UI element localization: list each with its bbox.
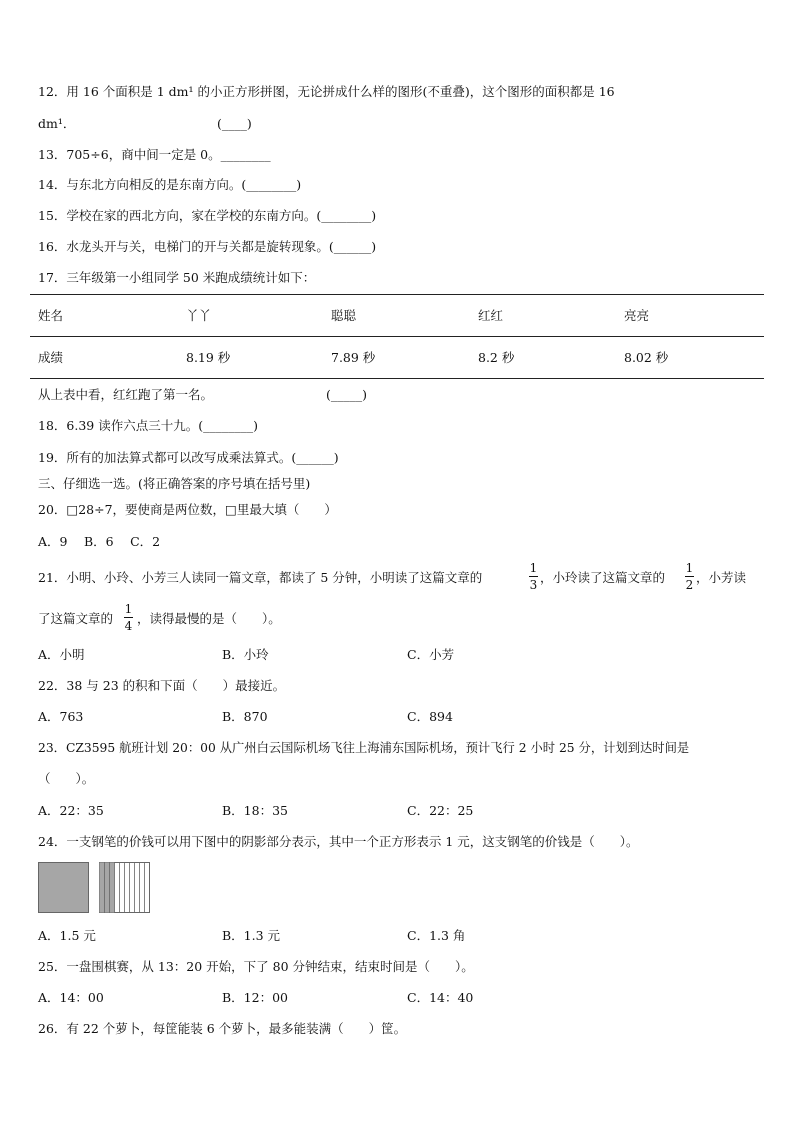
section-heading: 三、仔细选一选。(将正确答案的序号填在括号里) [38, 476, 311, 491]
fully-shaded-square [39, 863, 89, 913]
table-cell: 8.2 秒 [478, 350, 515, 365]
fraction-bar [529, 576, 538, 577]
q21-line2b: ，读得最慢的是（ ）。 [137, 611, 281, 626]
q24-option-b[interactable]: B．1.3 元 [222, 928, 281, 943]
q23-line1: 23．CZ3595 航班计划 20：00 从广州白云国际机场飞往上海浦东国际机场，预计飞行 2 小时 25 分，计划到达时间是 [38, 741, 690, 755]
fraction-denominator: 2 [685, 578, 694, 592]
q23-option-a[interactable]: A．22：35 [38, 803, 104, 818]
q22-text: 22．38 与 23 的积和下面（ ）最接近。 [38, 678, 286, 693]
table-header-cell: 丫丫 [186, 308, 212, 323]
q25-option-b[interactable]: B．12：00 [222, 990, 288, 1005]
fraction-numerator: 1 [529, 561, 538, 575]
q12-line2: dm¹． [38, 116, 76, 131]
fraction-one-half [685, 561, 694, 592]
fraction-numerator: 1 [685, 561, 694, 575]
q21-line2a: 了这篇文章的 [38, 611, 114, 626]
q24-option-c[interactable]: C．1.3 角 [407, 928, 466, 943]
q23-option-c[interactable]: C．22：25 [407, 803, 474, 818]
q21-line1-part2: ，小玲读了这篇文章的 [540, 570, 666, 585]
q16-text: 16．水龙头开与关，电梯门的开与关都是旋转现象。(______) [38, 239, 377, 254]
q20-options[interactable]: A．9 B．6 C．2 [38, 534, 161, 549]
table-bottom-rule [30, 378, 764, 379]
fraction-numerator: 1 [124, 602, 133, 616]
table-header-cell: 红红 [478, 308, 504, 323]
partially-shaded-square [100, 863, 150, 913]
q19-text: 19．所有的加法算式都可以改写成乘法算式。(______) [38, 450, 339, 465]
fraction-one-third [529, 561, 538, 592]
q13-text: 13．705÷6，商中间一定是 0。________ [38, 147, 271, 162]
q23-option-b[interactable]: B．18：35 [222, 803, 288, 818]
table-header-cell: 亮亮 [624, 308, 650, 323]
q25-option-a[interactable]: A．14：00 [38, 990, 104, 1005]
fraction-one-quarter [124, 602, 133, 633]
q22-option-a[interactable]: A．763 [38, 709, 84, 724]
table-cell: 7.89 秒 [331, 350, 376, 365]
q15-text: 15．学校在家的西北方向，家在学校的东南方向。(________) [38, 208, 377, 223]
q21-line1-part3: ，小芳读 [696, 570, 747, 585]
q21-option-c[interactable]: C．小芳 [407, 647, 455, 662]
q17-answer-blank[interactable]: (_____) [326, 387, 368, 402]
q26-text: 26．有 22 个萝卜，每筐能装 6 个萝卜，最多能装满（ ）筐。 [38, 1021, 407, 1036]
q20-text: 20．□28÷7，要使商是两位数，□里最大填（ ） [38, 502, 337, 517]
q24-text: 24．一支钢笔的价钱可以用下图中的阴影部分表示，其中一个正方形表示 1 元，这支钢笔的价钱是（ ）。 [38, 834, 639, 849]
q21-line1-part1: 21．小明、小玲、小芳三人读同一篇文章，都读了 5 分钟，小明读了这篇文章的 [38, 570, 483, 585]
q17-text: 17．三年级第一小组同学 50 米跑成绩统计如下： [38, 270, 316, 285]
q25-option-c[interactable]: C．14：40 [407, 990, 474, 1005]
table-header-cell: 姓名 [38, 308, 64, 323]
q25-text: 25．一盘围棋赛，从 13：20 开始，下了 80 分钟结束，结束时间是（ ）。 [38, 959, 474, 974]
q22-option-c[interactable]: C．894 [407, 709, 453, 724]
q24-option-a[interactable]: A．1.5 元 [38, 928, 96, 943]
q12-answer-blank[interactable]: (____) [217, 116, 252, 131]
q14-text: 14．与东北方向相反的是东南方向。(________) [38, 177, 302, 192]
table-cell: 8.02 秒 [624, 350, 669, 365]
q21-option-a[interactable]: A．小明 [38, 647, 85, 662]
table-cell: 成绩 [38, 350, 64, 365]
table-mid-rule [30, 336, 764, 337]
table-cell: 8.19 秒 [186, 350, 231, 365]
fraction-bar [685, 576, 694, 577]
table-top-rule [30, 294, 764, 295]
table-header-cell: 聪聪 [331, 308, 357, 323]
q12-line1: 12．用 16 个面积是 1 dm¹ 的小正方形拼图，无论拼成什么样的图形(不重叠)，这个图形的面积都是 16 [38, 84, 615, 99]
fraction-denominator: 4 [124, 619, 133, 633]
fraction-bar [124, 617, 133, 618]
q17-statement: 从上表中看，红红跑了第一名。 [38, 387, 214, 402]
q22-option-b[interactable]: B．870 [222, 709, 268, 724]
q21-option-b[interactable]: B．小玲 [222, 647, 269, 662]
money-squares-figure [38, 862, 153, 914]
q23-line2: （ ）。 [38, 771, 95, 786]
q18-text: 18．6.39 读作六点三十九。(________) [38, 418, 258, 433]
fraction-denominator: 3 [529, 578, 538, 592]
